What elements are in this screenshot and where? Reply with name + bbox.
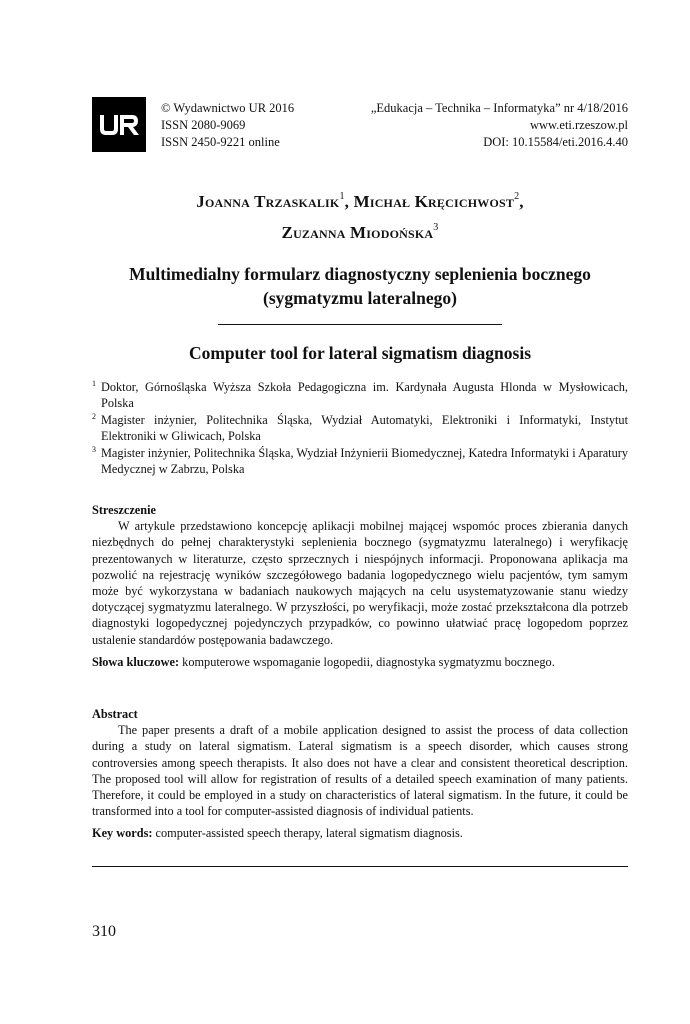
abstract-body: The paper presents a draft of a mobile application designed to assist the process of data collection during a study on lateral sigmatism. Lateral sigmatism is a speech disorder, which causes strong controversies among speech therapists. It also does not have a clear and consistent theoretical description. The proposed tool will allow for registration of results of a detailed speech examination of many patients. Therefore, it could be employed in a study on characteristics of lateral sigmatism. In the future, it could be transformed into a tool for computer-assisted diagnosis of individual patients. [92, 723, 628, 819]
keywords-text: computer-assisted speech therapy, lateral sigmatism diagnosis. [152, 826, 463, 841]
affiliation-number: 2 [92, 411, 96, 421]
keywords-polish [92, 654, 628, 670]
affiliation-number: 3 [92, 444, 96, 454]
header-journal: „Edukacja – Technika – Informatyka” nr 4/18/2016 [370, 101, 628, 115]
page-number: 310 [92, 923, 116, 940]
author-name: Joanna Trzaskalik [196, 192, 340, 211]
publisher-logo [92, 97, 146, 152]
affiliation-number: 1 [92, 379, 96, 388]
title-divider [218, 324, 502, 325]
affiliation-item [92, 412, 628, 445]
author-name: Michał Kręcichwost [353, 192, 515, 211]
header-left-block [161, 100, 294, 151]
header-right-block [371, 100, 628, 151]
author-name: Zuzanna Miodońska [281, 223, 434, 242]
header-issn: ISSN 2080-9069 [161, 118, 246, 132]
abstract-section [92, 706, 628, 842]
affiliation-text: Magister inżynier, Politechnika Śląska, Wydział Automatyki, Elektroniki i Informatyki, Instytut Elektroniki w Gliwicach, Polska [101, 412, 628, 444]
author-affil-mark: 1 [339, 191, 345, 202]
author-affil-mark: 3 [433, 222, 439, 233]
abstract-heading: Abstract [92, 707, 138, 721]
affiliation-text: Doktor, Górnośląska Wyższa Szkoła Pedagogiczna im. Kardynała Augusta Hlonda w Mysłowicach, Polska [101, 380, 628, 411]
header-website[interactable]: www.eti.rzeszow.pl [530, 118, 628, 132]
keywords-english [92, 825, 628, 841]
author-list: Joanna Trzaskalik$^1$, Michał Kręcichwost$^2$, Zuzanna Miodońska$^3$ [196, 191, 524, 242]
summary-body: W artykule przedstawiono koncepcję aplikacji mobilnej mającej wspomóc proces zbierania danych niezbędnych do pełnej charakterystyki seplenienia bocznego (sygmatyzmu lateralnego) i weryfikację prezentowanych w literaturze, często sprzecznych i niespójnych informacji. Proponowana aplikacja ma pozwolić na rejestrację wyników szczegółowego badania logopedycznego wielu pacjentów, tym samym może być wykorzystana w badaniach naukowych mających na celu usystematyzowanie stanu wiedzy dotyczącej sygmatyzmu lateralnego. W przyszłości, po weryfikacji, może zostać przekształcona dla potrzeb diagnostyki logopedycznej pojedynczych przypadków, co powinno ułatwiać pracę logopedom poprzez ustalenie standardów postępowania badawczego. [92, 519, 628, 647]
footer-divider [92, 866, 628, 867]
affiliation-item [92, 445, 628, 478]
affiliations [92, 379, 628, 477]
author-affil-mark: 2 [514, 191, 520, 202]
keywords-label: Key words: [92, 826, 153, 841]
header-copyright: © Wydawnictwo UR 2016 [161, 101, 295, 115]
summary-heading: Streszczenie [92, 503, 156, 517]
ur-logo-icon [92, 97, 146, 152]
title-english: Computer tool for lateral sigmatism diagnosis [188, 343, 532, 363]
header-doi[interactable]: DOI: 10.15584/eti.2016.4.40 [483, 135, 628, 149]
keywords-label: Słowa kluczowe: [92, 654, 180, 669]
summary-polish-section [92, 502, 628, 670]
affiliation-text: Magister inżynier, Politechnika Śląska, Wydział Inżynierii Biomedycznej, Katedra Informatyki i Aparatury Medycznej w Zabrzu, Polska [101, 445, 628, 477]
keywords-text: komputerowe wspomaganie logopedii, diagnostyka sygmatyzmu bocznego. [179, 654, 555, 669]
title-polish: Multimedialny formularz diagnostyczny seplenienia bocznego (sygmatyzmu lateralnego) [129, 264, 591, 308]
header-issn-online: ISSN 2450-9221 online [161, 135, 280, 149]
affiliation-item [92, 379, 628, 412]
